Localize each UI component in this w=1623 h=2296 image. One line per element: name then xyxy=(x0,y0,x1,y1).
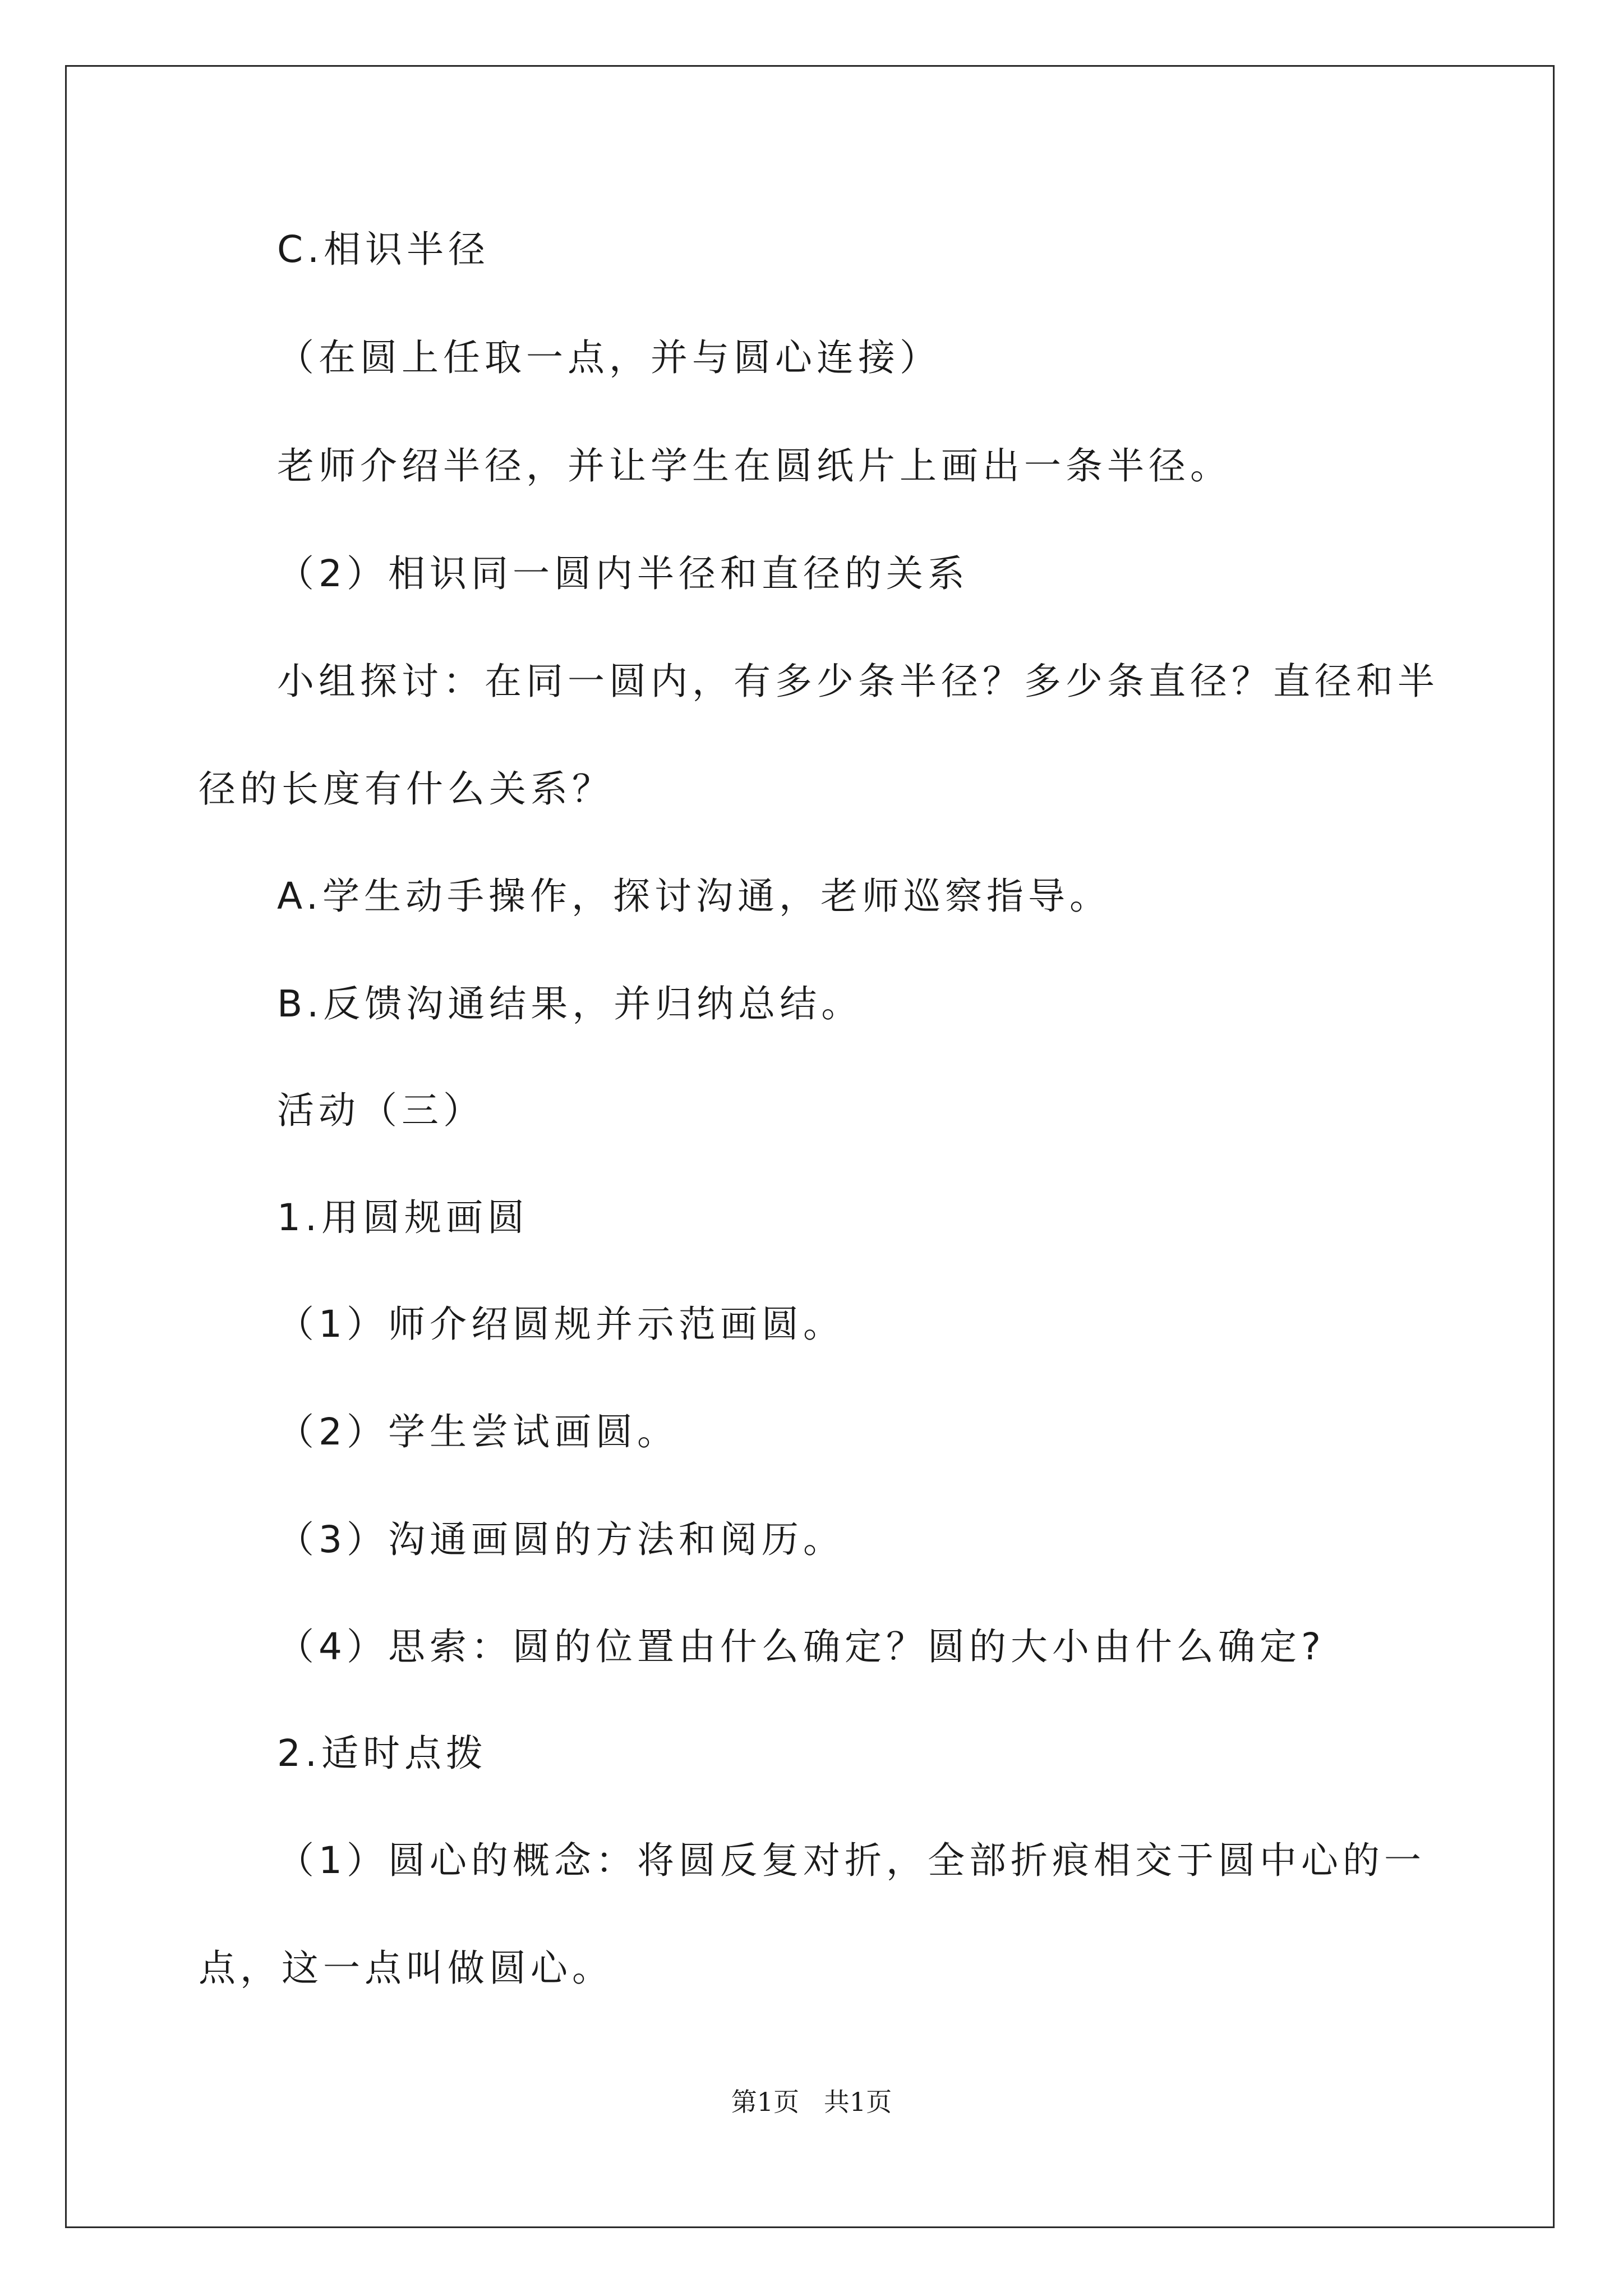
paragraph-center-concept-cont: 点，这一点叫做圆心。 xyxy=(199,1947,614,1990)
paragraph-relation-heading: （2）相识同一圆内半径和直径的关系 xyxy=(277,552,969,595)
paragraph-group-discussion-cont: 径的长度有什么关系？ xyxy=(199,767,614,811)
paragraph-group-discussion: 小组探讨：在同一圆内，有多少条半径？多少条直径？直径和半 xyxy=(277,660,1439,703)
paragraph-step-3: （3）沟通画圆的方法和阅历。 xyxy=(277,1518,845,1561)
paragraph-teacher-radius: 老师介绍半径，并让学生在圆纸片上画出一条半径。 xyxy=(277,444,1232,487)
paragraph-activity-three: 活动（三） xyxy=(277,1089,485,1132)
page-number-footer: 第1页 共1页 xyxy=(731,2087,892,2117)
paragraph-compass-heading: 1.用圆规画圆 xyxy=(277,1196,529,1239)
paragraph-hint-heading: 2.适时点拨 xyxy=(277,1732,487,1775)
paragraph-take-point: （在圆上任取一点，并与圆心连接） xyxy=(277,336,941,379)
paragraph-c-radius: C.相识半径 xyxy=(277,228,490,271)
paragraph-b-feedback: B.反馈沟通结果，并归纳总结。 xyxy=(277,982,863,1025)
paragraph-step-2: （2）学生尝试画圆。 xyxy=(277,1410,679,1453)
paragraph-center-concept: （1）圆心的概念：将圆反复对折，全部折痕相交于圆中心的一 xyxy=(277,1839,1426,1882)
paragraph-a-hands-on: A.学生动手操作，探讨沟通，老师巡察指导。 xyxy=(277,875,1111,918)
paragraph-step-4: （4）思索：圆的位置由什么确定？圆的大小由什么确定? xyxy=(277,1625,1326,1668)
paragraph-step-1: （1）师介绍圆规并示范画圆。 xyxy=(277,1303,845,1346)
